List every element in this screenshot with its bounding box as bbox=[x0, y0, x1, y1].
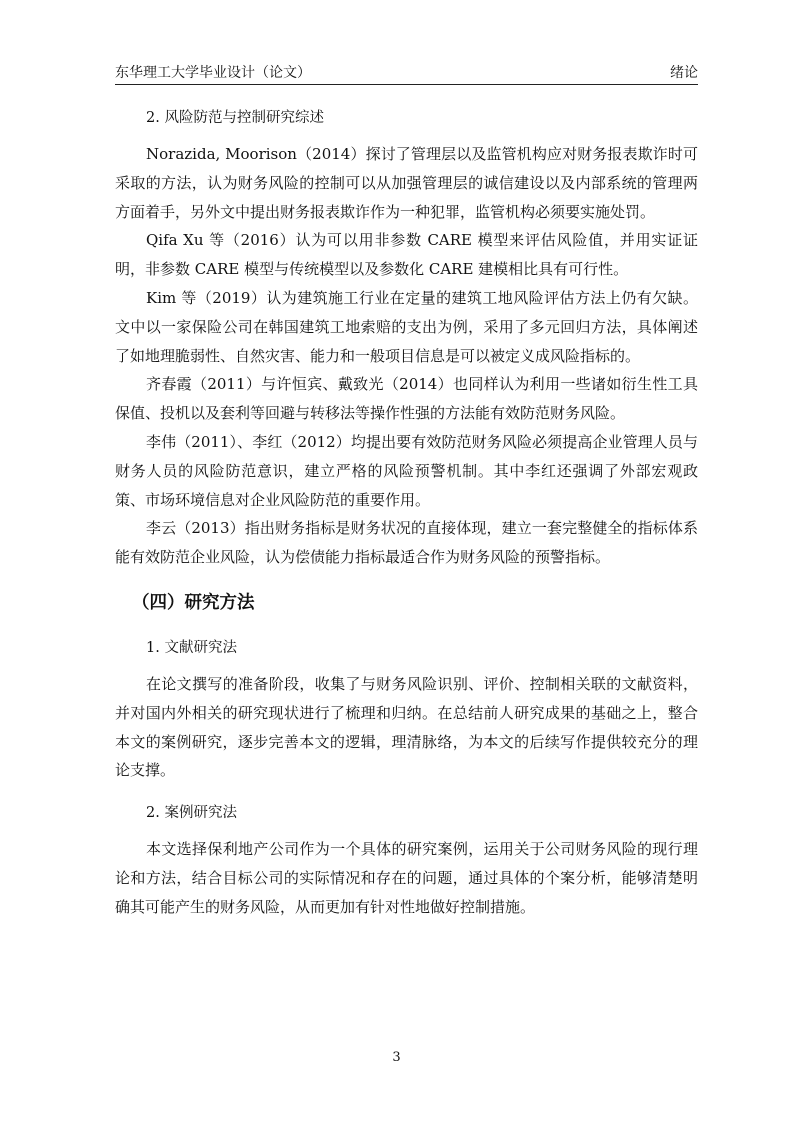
subheading-literature-method: 1. 文献研究法 bbox=[146, 639, 237, 656]
page-header bbox=[115, 58, 698, 85]
page-number: 3 bbox=[392, 1050, 401, 1065]
paragraph-li-yun: 李云（2013）指出财务指标是财务状况的直接体现，建立一套完整健全的指标体系能有效防范企业风险，认为偿债能力指标最适合作为财务风险的预警指标。 bbox=[115, 519, 698, 567]
paragraph-qi-chunxia: 齐春霞（2011）与许恒宾、戴致光（2014）也同样认为利用一些诸如衍生性工具保值、投机以及套利等回避与转移法等操作性强的方法能有效防范财务风险。 bbox=[115, 375, 698, 423]
paragraph-kim: Kim 等（2019）认为建筑施工行业在定量的建筑工地风险评估方法上仍有欠缺。文中以一家保险公司在韩国建筑工地索赔的支出为例，采用了多元回归方法，具体阐述了如地理脆弱性、自然灾害、能力和一般项目信息是可以被定义成风险指标的。 bbox=[115, 288, 698, 365]
subheading-case-method: 2. 案例研究法 bbox=[146, 805, 237, 822]
header-thesis-title: 东华理工大学毕业设计（论文） bbox=[115, 65, 311, 81]
page-body bbox=[115, 100, 698, 922]
header-chapter-title: 绪论 bbox=[670, 65, 698, 81]
subheading-risk-control-review: 2. 风险防范与控制研究综述 bbox=[146, 110, 324, 126]
paragraph-literature-method: 在论文撰写的准备阶段，收集了与财务风险识别、评价、控制相关联的文献资料，并对国内外相关的研究现状进行了梳理和归纳。在总结前人研究成果的基础之上，整合本文的案例研究，逐步完善本文的逻辑，理清脉络，为本文的后续写作提供较充分的理论支撑。 bbox=[115, 674, 698, 780]
paragraph-qifa-xu: Qifa Xu 等（2016）认为可以用非参数 CARE 模型来评估风险值，并用实证证明，非参数 CARE 模型与传统模型以及参数化 CARE 建模相比具有可行性。 bbox=[115, 231, 698, 279]
paragraph-norazida: Norazida, Moorison（2014）探讨了管理层以及监管机构应对财务报表欺诈时可采取的方法，认为财务风险的控制可以从加强管理层的诚信建设以及内部系统的管理两方面着手，另外文中提出财务报表欺诈作为一种犯罪，监管机构必须要实施处罚。 bbox=[115, 145, 698, 221]
paragraph-li-wei: 李伟（2011）、李红（2012）均提出要有效防范财务风险必须提高企业管理人员与财务人员的风险防范意识，建立严格的风险预警机制。其中李红还强调了外部宏观政策、市场环境信息对企业风险防范的重要作用。 bbox=[115, 432, 698, 509]
paragraph-case-method: 本文选择保利地产公司作为一个具体的研究案例，运用关于公司财务风险的现行理论和方法，结合目标公司的实际情况和存在的问题，通过具体的个案分析，能够清楚明确其可能产生的财务风险，从而更加有针对性地做好控制措施。 bbox=[115, 840, 698, 916]
section-heading-research-methods: （四）研究方法 bbox=[132, 592, 255, 613]
